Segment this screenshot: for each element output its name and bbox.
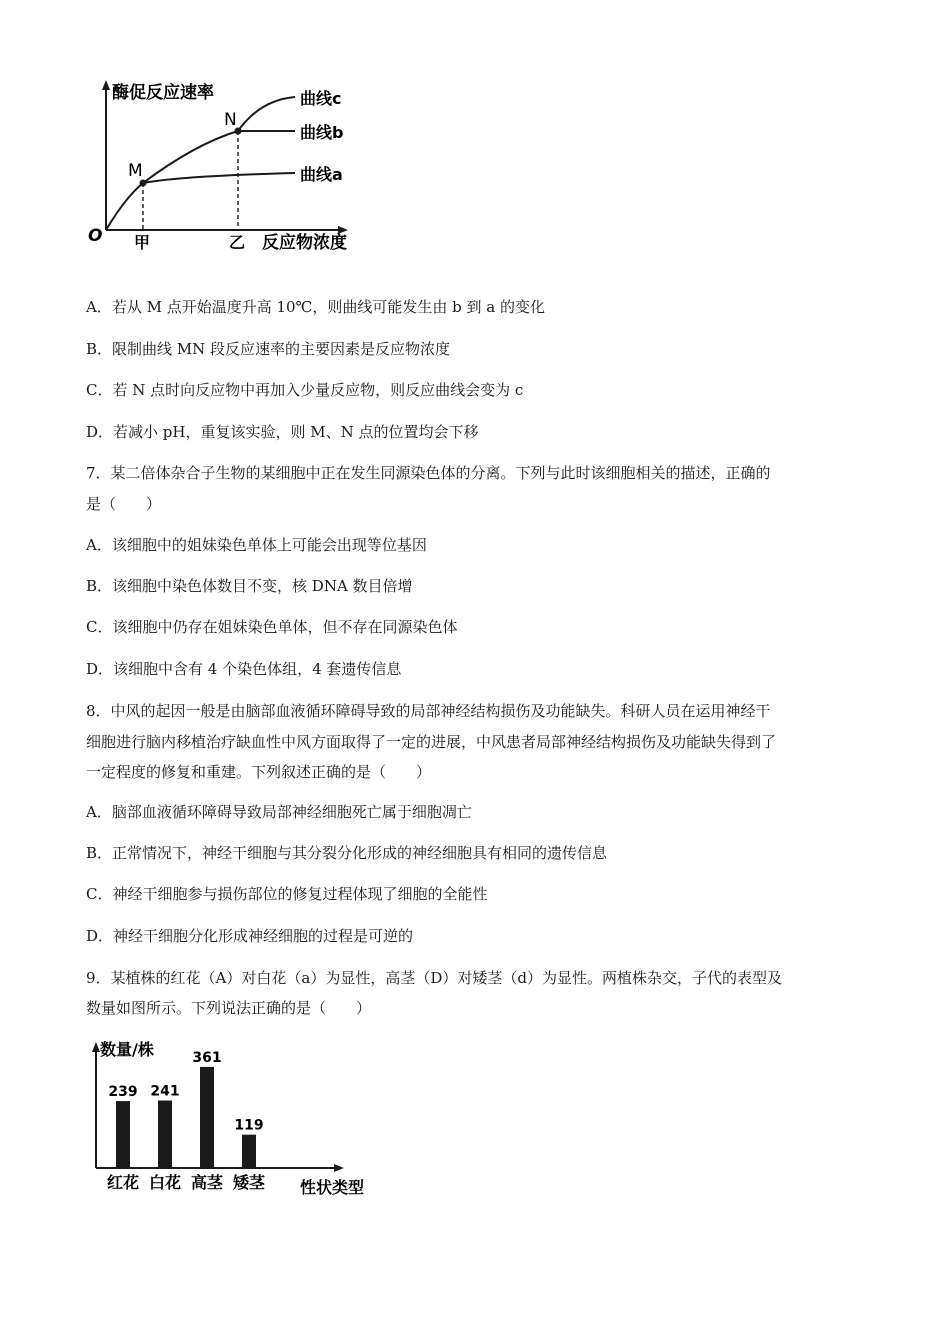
- q6-option-d: D．若减小 pH，重复该实验，则 M、N 点的位置均会下移: [86, 423, 479, 441]
- q8-option-a: A．脑部血液循环障碍导致局部神经细胞死亡属于细胞凋亡: [86, 803, 472, 821]
- y-axis-arrow: [102, 80, 110, 90]
- bar-category-label: 高茎: [190, 1173, 224, 1192]
- bar-category-label: 白花: [148, 1173, 182, 1192]
- q7-option-a: A．该细胞中的姐妹染色单体上可能会出现等位基因: [86, 536, 427, 554]
- q7-stem-line2: 是（ ）: [86, 495, 162, 513]
- bar-x-axis-arrow: [334, 1164, 344, 1172]
- bar-category-label: 矮茎: [232, 1173, 266, 1192]
- bar-value-label: 239: [108, 1084, 138, 1101]
- point-m-label: M: [128, 161, 143, 181]
- figure1-ylabel: 酶促反应速率: [112, 83, 214, 103]
- phenotype-bar-chart: [80, 1036, 380, 1201]
- q9-stem-line1: 9．某植株的红花（A）对白花（a）为显性，高茎（D）对矮茎（d）为显性。两植株杂交，子代的表型及: [86, 969, 782, 987]
- q6-option-a: A．若从 M 点开始温度升高 10℃，则曲线可能发生由 b 到 a 的变化: [86, 298, 545, 316]
- q8-option-c: C．神经干细胞参与损伤部位的修复过程体现了细胞的全能性: [86, 885, 488, 903]
- q7-option-d: D．该细胞中含有 4 个染色体组，4 套遗传信息: [86, 660, 402, 678]
- bar-value-label: 119: [234, 1117, 264, 1134]
- q7-option-b: B．该细胞中染色体数目不变，核 DNA 数目倍增: [86, 577, 413, 595]
- bar-value-label: 361: [192, 1049, 222, 1066]
- figure1-xlabel: 反应物浓度: [262, 233, 347, 253]
- point-n-label: N: [224, 110, 237, 130]
- q8-option-d: D．神经干细胞分化形成神经细胞的过程是可逆的: [86, 927, 414, 945]
- q8-option-b: B．正常情况下，神经干细胞与其分裂分化形成的神经细胞具有相同的遗传信息: [86, 844, 608, 862]
- origin-label: O: [88, 226, 103, 246]
- bar-value-label: 241: [150, 1083, 180, 1100]
- bar-xlabel: 性状类型: [300, 1178, 365, 1197]
- bar-2: [158, 1101, 172, 1168]
- curve-c-label: 曲线c: [300, 89, 342, 108]
- q6-option-c: C．若 N 点时向反应物中再加入少量反应物，则反应曲线会变为 c: [86, 381, 524, 399]
- enzyme-rate-figure: [80, 72, 380, 262]
- curve-c-line: [238, 97, 295, 131]
- curve-b-label: 曲线b: [300, 123, 344, 142]
- bar-ylabel: 数量/株: [100, 1040, 154, 1059]
- curve-a-label: 曲线a: [300, 165, 343, 184]
- bar-1: [116, 1101, 130, 1168]
- bar-category-label: 红花: [106, 1173, 140, 1192]
- curve-a-line: [106, 173, 295, 230]
- q7-option-c: C．该细胞中仍存在姐妹染色单体，但不存在同源染色体: [86, 618, 458, 636]
- q7-stem-line1: 7．某二倍体杂合子生物的某细胞中正在发生同源染色体的分离。下列与此时该细胞相关的描述，正确的: [86, 464, 771, 482]
- q8-stem-line2: 细胞进行脑内移植治疗缺血性中风方面取得了一定的进展，中风患者局部神经结构损伤及功能缺失得到了: [86, 733, 777, 751]
- x-tick-jia: 甲: [134, 233, 151, 252]
- q8-stem-line3: 一定程度的修复和重建。下列叙述正确的是（ ）: [86, 763, 432, 781]
- bar-y-axis-arrow: [92, 1042, 100, 1052]
- q6-option-b: B．限制曲线 MN 段反应速率的主要因素是反应物浓度: [86, 340, 451, 358]
- q8-stem-line1: 8．中风的起因一般是由脑部血液循环障碍导致的局部神经结构损伤及功能缺失。科研人员在运用神经干: [86, 702, 771, 720]
- x-tick-yi: 乙: [229, 233, 246, 252]
- bar-3: [200, 1067, 214, 1168]
- bar-4: [242, 1135, 256, 1168]
- q9-stem-line2: 数量如图所示。下列说法正确的是（ ）: [86, 999, 372, 1017]
